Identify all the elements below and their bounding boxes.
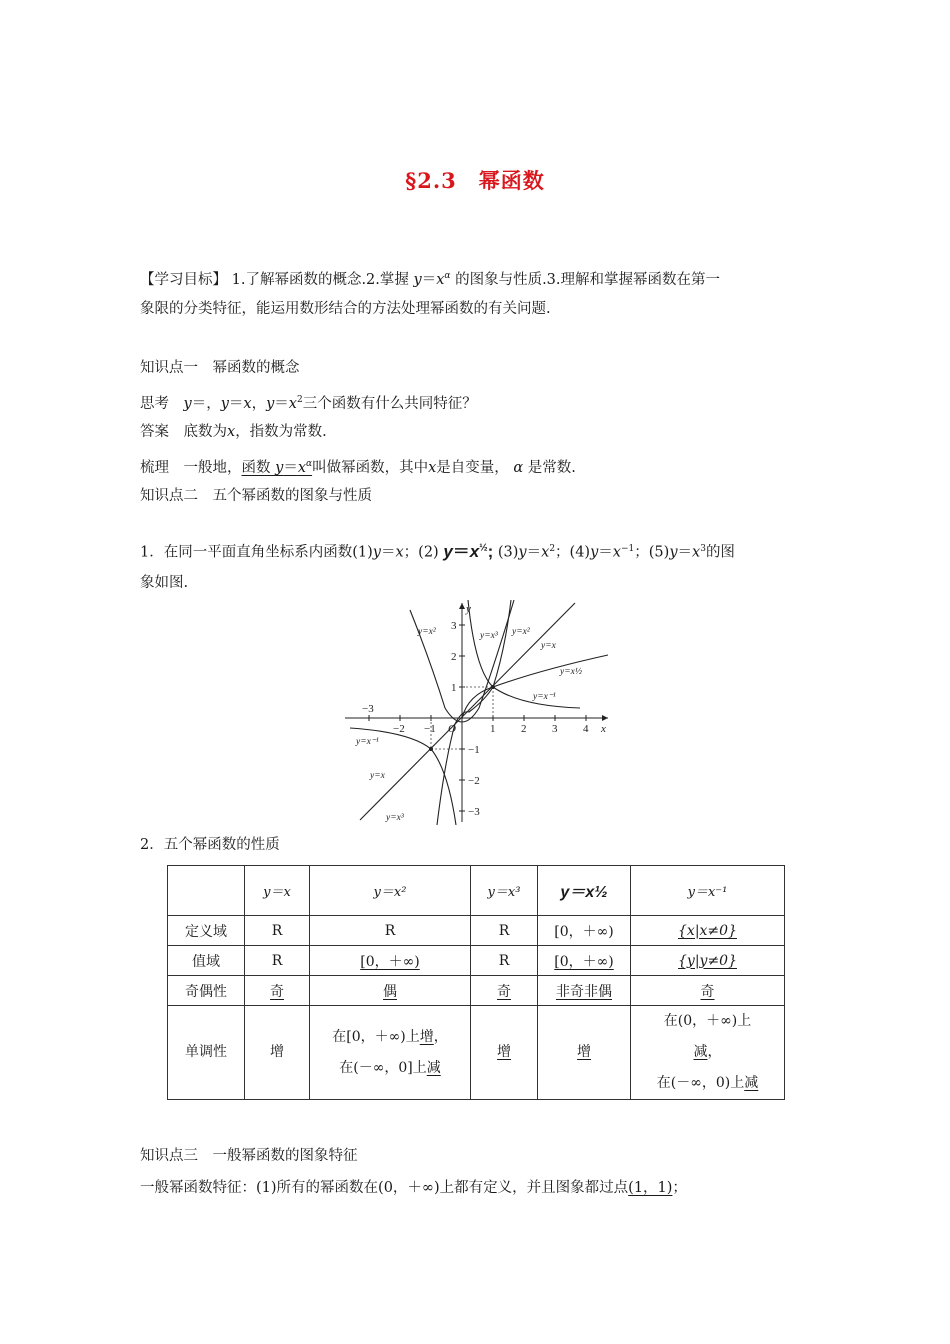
k1-sort: 梳理 一般地，函数 $y=x^\alpha$叫做幂函数，其中x是自变量， α 是常数. — [140, 459, 576, 476]
y-tick: 2 — [451, 651, 457, 663]
k1-heading: 知识点一 幂函数的概念 — [140, 360, 300, 376]
x-tick: 1 — [490, 723, 496, 735]
table-header: y＝x — [245, 866, 310, 916]
k1-answer: 答案 底数为x，指数为常数. — [140, 424, 327, 440]
x-tick: −1 — [424, 723, 436, 735]
point-neg1-neg1 — [429, 747, 433, 751]
k2-p2: 2．五个幂函数的性质 — [140, 837, 280, 853]
y-tick: 1 — [451, 682, 457, 694]
y-axis-arrow-icon — [459, 603, 465, 609]
curve-label: y=x — [541, 641, 556, 651]
objectives-line-1: 【学习目标】 1.了解幂函数的概念.2.掌握 $y=x^\alpha$ 的图象与性质.3.理解和掌握幂函数在第一 — [140, 271, 721, 288]
curve-y-sqrt — [462, 655, 608, 718]
curve-label: y=x⁻¹ — [533, 692, 556, 702]
objectives-label: 【学习目标】 — [140, 271, 227, 288]
table-header-row — [168, 866, 785, 916]
properties-table — [167, 865, 785, 1100]
power-functions-graph — [340, 600, 615, 825]
k3-heading: 知识点三 一般幂函数的图象特征 — [140, 1148, 358, 1164]
curve-label: y=x³ — [386, 813, 404, 823]
curve-label: y=x² — [418, 627, 436, 637]
x-tick: 2 — [521, 723, 527, 735]
table-header: y＝x² — [310, 866, 471, 916]
x-tick: −2 — [393, 723, 405, 735]
table-row: 定义域 R R R [0，＋∞) {x|x≠0} — [168, 916, 785, 946]
x-tick: 3 — [552, 723, 558, 735]
x-axis-label: x — [601, 723, 606, 735]
k1-think: 思考 y＝，y＝x，$y=x^2$三个函数有什么共同特征？ — [140, 395, 477, 412]
page-title: §2.3 幂函数 — [405, 168, 545, 193]
curve-label: y=x² — [512, 627, 530, 637]
y-tick: 3 — [451, 620, 457, 632]
table-header: y＝x³ — [471, 866, 538, 916]
y-axis-label: y — [466, 603, 471, 615]
y-tick: −2 — [468, 775, 480, 787]
table-row: 奇偶性 奇 偶 奇 非奇非偶 奇 — [168, 976, 785, 1006]
curve-label: y=x½ — [560, 667, 582, 677]
curve-label: y=x⁻¹ — [356, 737, 379, 747]
origin-label: O — [448, 723, 456, 735]
table-header: y＝x⁻¹ — [631, 866, 785, 916]
y-tick: −1 — [468, 744, 480, 756]
table-row: 值域 R [0，＋∞) R [0，＋∞) {y|y≠0} — [168, 946, 785, 976]
objectives-line-2: 象限的分类特征，能运用数形结合的方法处理幂函数的有关问题. — [140, 301, 551, 317]
point-1-1 — [491, 685, 495, 689]
k2-heading: 知识点二 五个幂函数的图象与性质 — [140, 488, 372, 504]
table-header: y＝x½ — [538, 866, 631, 916]
k2-p1-line2: 象如图. — [140, 575, 189, 591]
k2-p1-line1: 1．在同一平面直角坐标系内函数(1)y＝x；(2) $y=x^{\frac{1}{2}}$; $(3)y=x^2$；$(4)y=x^{-1}$；$(5)y=x^3$的图 — [140, 541, 735, 561]
curve-label: y=x³ — [480, 631, 498, 641]
table-row: 单调性 增 在[0，＋∞)上增， 在(－∞，0]上减 增 增 在(0，＋∞)上 减， 在(－∞，0)上减 — [168, 1006, 785, 1100]
formula-y-x-alpha: y — [413, 271, 422, 288]
y-tick: −3 — [468, 806, 480, 818]
k3-line1: 一般幂函数特征：(1)所有的幂函数在(0，＋∞)上都有定义，并且图象都过点(1，1)； — [140, 1180, 687, 1196]
x-tick: 4 — [583, 723, 589, 735]
x-tick: −3 — [362, 703, 374, 715]
x-axis-arrow-icon — [602, 715, 608, 721]
curve-label: y=x — [370, 771, 385, 781]
